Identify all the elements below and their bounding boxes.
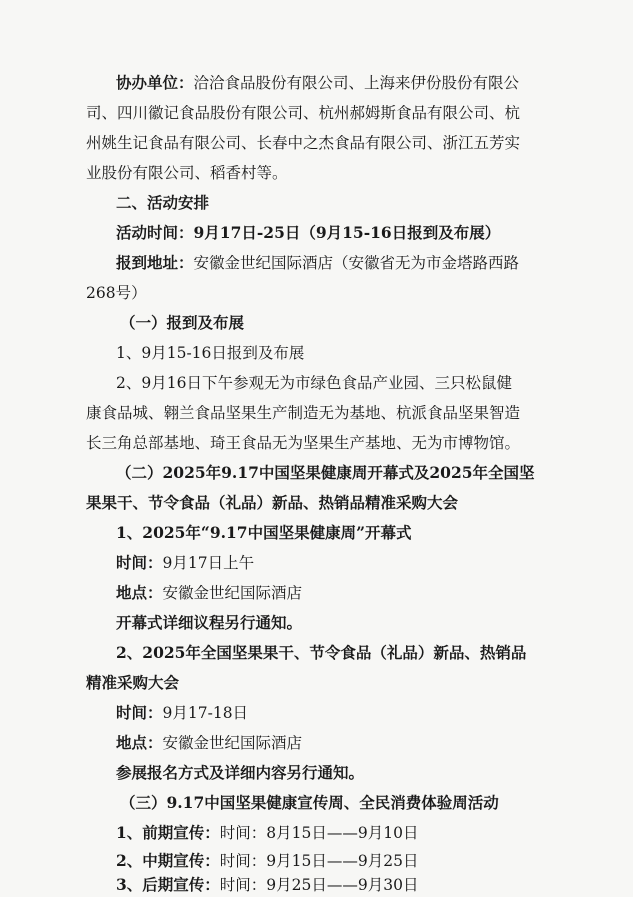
sub3-item3-value: 时间：9月25日——9月30日 — [219, 876, 419, 894]
place-value: 安徽金世纪国际酒店 — [162, 584, 303, 602]
sub1-item2-line-2: 康食品城、翱兰食品坚果生产制造无为基地、杭派食品坚果智造 — [86, 404, 521, 422]
checkin-address-line-1 — [0, 252, 633, 274]
sub3-item2-label: 2、中期宣传： — [116, 851, 220, 870]
place-value: 安徽金世纪国际酒店 — [162, 734, 303, 752]
co-organizer-line-2: 司、四川徽记食品股份有限公司、杭州郝姆斯食品有限公司、杭 — [86, 104, 521, 122]
checkin-label: 报到地址： — [116, 253, 194, 272]
sub3-item3 — [0, 874, 633, 896]
co-organizer-label: 协办单位： — [116, 73, 194, 92]
time-value: 9月17日上午 — [162, 554, 255, 572]
sub1-item2-line-1: 2、9月16日下午参观无为市绿色食品产业园、三只松鼠健 — [116, 374, 512, 392]
sub3-item3-label: 3、后期宣传： — [116, 875, 220, 894]
place-label: 地点： — [116, 733, 163, 752]
sub3-item1-value: 时间：8月15日——9月10日 — [219, 824, 419, 842]
co-organizer-line-1 — [0, 72, 633, 94]
time-label: 时间： — [116, 703, 163, 722]
sub2-item1-time — [0, 552, 633, 574]
sub2-item2-place — [0, 732, 633, 754]
sub1-title: （一）报到及布展 — [120, 313, 245, 332]
sub3-item2-value: 时间：9月15日——9月25日 — [219, 852, 419, 870]
sub3-item2 — [0, 850, 633, 872]
co-organizer-text: 洽洽食品股份有限公司、上海来伊份股份有限公 — [193, 74, 520, 92]
sub2-item2-time — [0, 702, 633, 724]
sub2-item2-title-line-2: 精准采购大会 — [86, 673, 180, 692]
sub2-title-line-1: （二）2025年9.17中国坚果健康周开幕式及2025年全国坚 — [116, 463, 535, 482]
time-label: 时间： — [116, 553, 163, 572]
sub2-item1-note: 开幕式详细议程另行通知。 — [116, 613, 303, 632]
sub2-title-line-2: 果果干、节令食品（礼品）新品、热销品精准采购大会 — [86, 493, 459, 512]
sub2-item1-place — [0, 582, 633, 604]
sub3-item1 — [0, 822, 633, 844]
sub3-item1-label: 1、前期宣传： — [116, 823, 220, 842]
sub2-item1-title: 1、2025年“9.17中国坚果健康周”开幕式 — [116, 523, 412, 542]
time-value: 9月17-18日 — [162, 704, 249, 722]
activity-time: 活动时间：9月17日-25日（9月15-16日报到及布展） — [116, 223, 501, 242]
place-label: 地点： — [116, 583, 163, 602]
sub2-item2-title-line-1: 2、2025年全国坚果果干、节令食品（礼品）新品、热销品 — [116, 643, 527, 662]
co-organizer-line-4: 业股份有限公司、稻香村等。 — [86, 164, 288, 182]
sub1-item2-line-3: 长三角总部基地、琦王食品无为坚果生产基地、无为市博物馆。 — [86, 434, 521, 452]
co-organizer-line-3: 州姚生记食品有限公司、长春中之杰食品有限公司、浙江五芳实 — [86, 134, 521, 152]
sub2-item2-note: 参展报名方式及详细内容另行通知。 — [116, 763, 365, 782]
checkin-address: 安徽金世纪国际酒店（安徽省无为市金塔路西路 — [193, 254, 520, 272]
section2-title: 二、活动安排 — [116, 193, 210, 212]
checkin-address-line-2: 268号） — [86, 284, 147, 302]
sub1-item1: 1、9月15-16日报到及布展 — [116, 344, 305, 362]
sub3-title: （三）9.17中国坚果健康宣传周、全民消费体验周活动 — [120, 793, 499, 812]
